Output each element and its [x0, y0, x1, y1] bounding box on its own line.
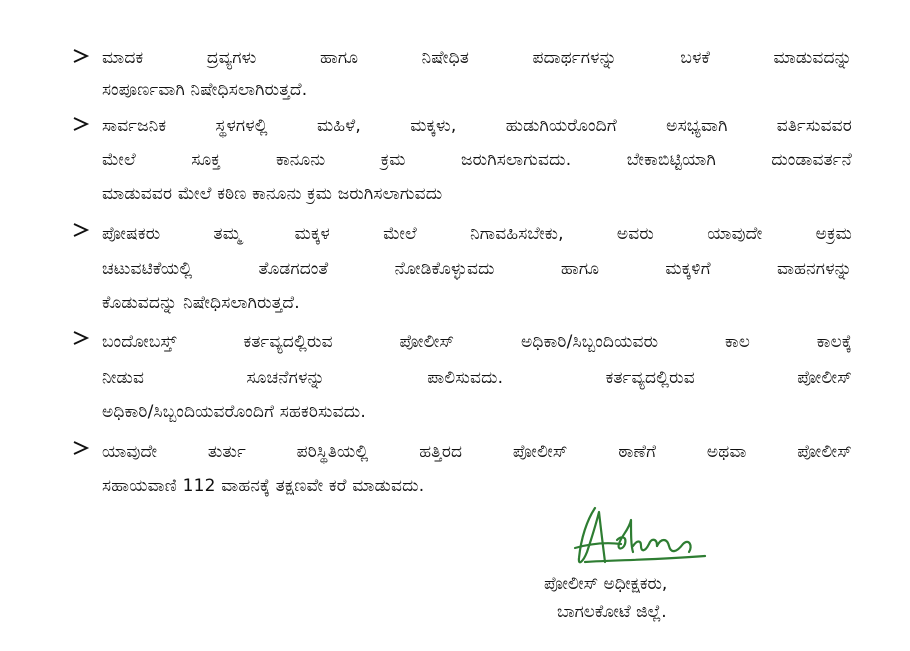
bullet-text-line: ಕೊಡುವದನ್ನು ನಿಷೇಧಿಸಲಾಗಿರುತ್ತದೆ. — [102, 293, 300, 313]
arrow-bullet-icon — [72, 330, 90, 346]
bullet-text-line: ಪೋಷಕರು ತಮ್ಮ ಮಕ್ಕಳ ಮೇಲೆ ನಿಗಾವಹಿಸಬೇಕು, ಅವರು ಯಾವುದೇ ಅಕ್ರಮ — [102, 224, 852, 244]
signature-block — [520, 500, 780, 640]
arrow-bullet-icon — [72, 222, 90, 238]
district-text: ಬಾಗಲಕೋಟೆ ಜಿಲ್ಲೆ. — [557, 602, 667, 622]
bullet-text-line: ನೀಡುವ ಸೂಚನೆಗಳನ್ನು ಪಾಲಿಸುವದು. ಕರ್ತವ್ಯದಲ್ಲಿರುವ ಪೋಲೀಸ್ — [102, 368, 852, 388]
bullet-text-line: ಮಾಡುವವರ ಮೇಲೆ ಕಠಿಣ ಕಾನೂನು ಕ್ರಮ ಜರುಗಿಸಲಾಗುವದು — [102, 184, 443, 204]
bullet-item-parents — [72, 218, 852, 318]
bullet-text-line: ಸಹಾಯವಾಣಿ 112 ವಾಹನಕ್ಕೆ ತಕ್ಷಣವೇ ಕರೆ ಮಾಡುವದು. — [102, 476, 425, 496]
handwritten-signature — [565, 500, 715, 580]
designation-text: ಪೋಲೀಸ್ ಅಧೀಕ್ಷಕರು, — [544, 574, 668, 594]
arrow-bullet-icon — [72, 116, 90, 132]
bullet-text-line: ಯಾವುದೇ ತುರ್ತು ಪರಿಸ್ಥಿತಿಯಲ್ಲಿ ಹತ್ತಿರದ ಪೋಲೀಸ್ ಠಾಣೆಗೆ ಅಥವಾ ಪೋಲೀಸ್ — [102, 442, 852, 462]
bullet-text-line: ಸಾರ್ವಜನಿಕ ಸ್ಥಳಗಳಲ್ಲಿ ಮಹಿಳೆ, ಮಕ್ಕಳು, ಹುಡುಗಿಯರೊಂದಿಗೆ ಅಸಭ್ಯವಾಗಿ ವರ್ತಿಸುವವರ — [102, 116, 852, 136]
bullet-item-public-misconduct — [72, 112, 852, 212]
bullet-text-line: ಮಾದಕ ದ್ರವ್ಯಗಳು ಹಾಗೂ ನಿಷೇಧಿತ ಪದಾರ್ಥಗಳನ್ನು ಬಳಕೆ ಮಾಡುವದನ್ನು — [102, 48, 852, 68]
bullet-item-emergency — [72, 436, 852, 496]
bullet-text-line: ಚಟುವಟಿಕೆಯಲ್ಲಿ ತೊಡಗದಂತೆ ನೋಡಿಕೊಳ್ಳುವದು ಹಾಗೂ ಮಕ್ಕಳಿಗೆ ವಾಹನಗಳನ್ನು — [102, 259, 852, 279]
bullet-text-line: ಸಂಪೂರ್ಣವಾಗಿ ನಿಷೇಧಿಸಲಾಗಿರುತ್ತದೆ. — [102, 80, 308, 100]
bullet-text-line: ಮೇಲೆ ಸೂಕ್ತ ಕಾನೂನು ಕ್ರಮ ಜರುಗಿಸಲಾಗುವದು. ಬೇಕಾಬಿಟ್ಟಿಯಾಗಿ ದುಂಡಾವರ್ತನೆ — [102, 150, 852, 170]
bullet-item-drugs — [72, 44, 852, 100]
bullet-text-line: ಬಂದೋಬಸ್ತ್ ಕರ್ತವ್ಯದಲ್ಲಿರುವ ಪೋಲೀಸ್ ಅಧಿಕಾರಿ/ಸಿಬ್ಬಂದಿಯವರು ಕಾಲ ಕಾಲಕ್ಕೆ — [102, 332, 852, 352]
arrow-bullet-icon — [72, 440, 90, 456]
bullet-text-line: ಅಧಿಕಾರಿ/ಸಿಬ್ಬಂದಿಯವರೊಂದಿಗೆ ಸಹಕರಿಸುವದು. — [102, 402, 366, 422]
arrow-bullet-icon — [72, 48, 90, 64]
bullet-item-bandobast — [72, 326, 852, 426]
